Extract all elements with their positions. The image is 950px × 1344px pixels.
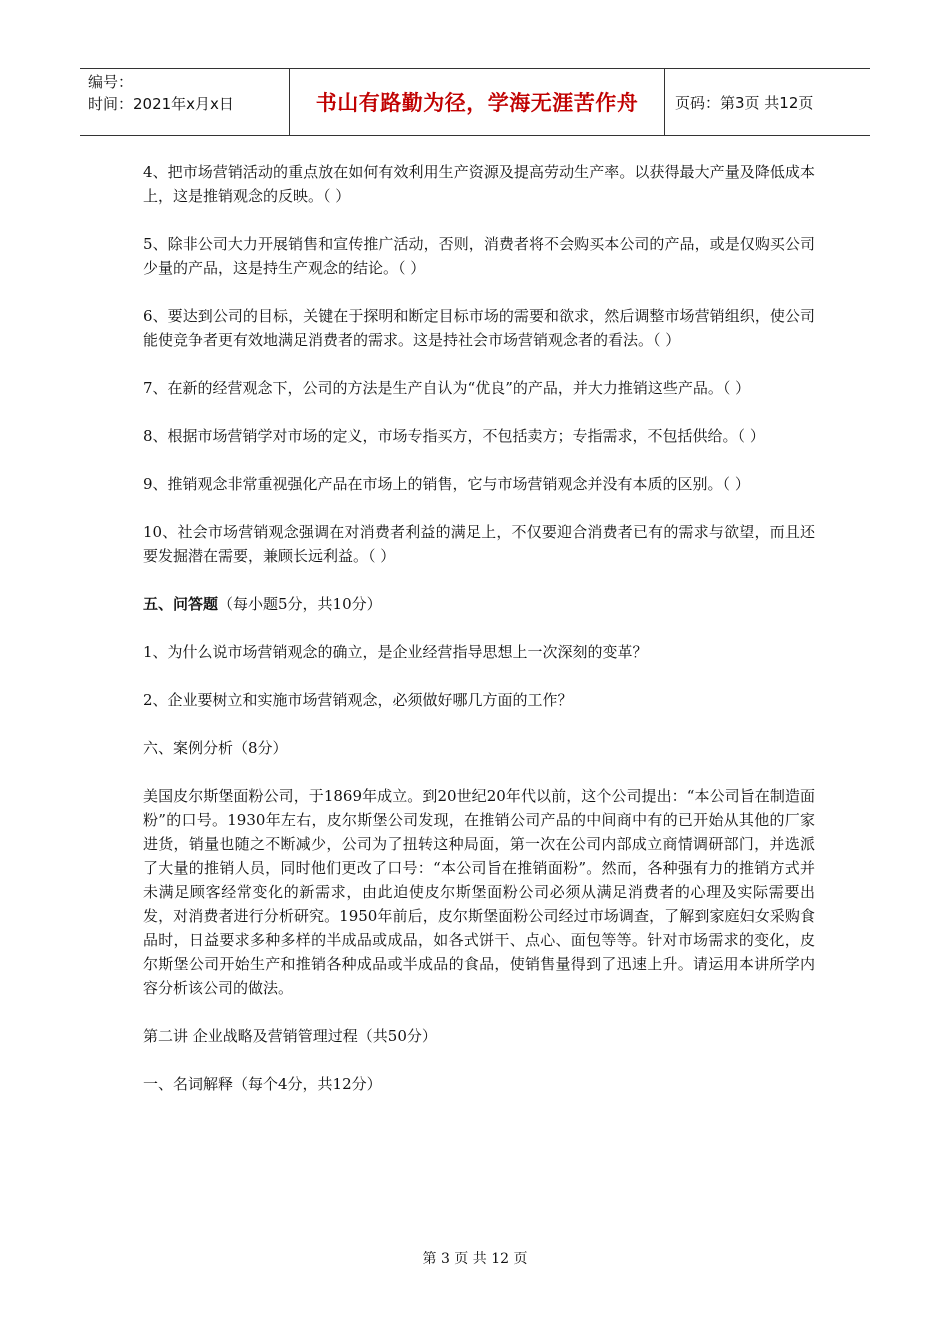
section-5-note: （每小题5分，共10分） xyxy=(218,595,382,613)
question-5: 5、除非公司大力开展销售和宣传推广活动，否则，消费者将不会购买本公司的产品，或是仅购买公司少量的产品，这是持生产观念的结论。（ ） xyxy=(143,235,815,277)
number-label: 编号： xyxy=(88,73,134,91)
header-motto-cell xyxy=(290,69,665,135)
header-page-cell xyxy=(665,69,870,135)
section-6-title: 六、案例分析（8分） xyxy=(143,739,288,757)
lecture-2-title: 第二讲 企业战略及营销管理过程（共50分） xyxy=(143,1027,437,1045)
lecture-2-sub: 一、名词解释（每个4分，共12分） xyxy=(143,1075,382,1093)
case-text: 美国皮尔斯堡面粉公司，于1869年成立。到20世纪20年代以前，这个公司提出：“本公司旨在制造面粉”的口号。1930年左右，皮尔斯堡公司发现，在推销公司产品的中间商中有的已开始从其他的厂家进货，销量也随之不断减少，公司为了扭转这种局面，第一次在公司内部成立商情调研部门，并选派了大量的推销人员，同时他们更改了口号：“本公司旨在推销面粉”。然而，各种强有力的推销方式并未满足顾客经常变化的新需求，由此迫使皮尔斯堡面粉公司必须从满足消费者的心理及实际需要出发，对消费者进行分析研究。1950年前后，皮尔斯堡面粉公司经过市场调查，了解到家庭妇女采购食品时，日益要求多种多样的半成品或成品，如各式饼干、点心、面包等等。针对市场需求的变化，皮尔斯堡公司开始生产和推销各种成品或半成品的食品，使销售量得到了迅速上升。请运用本讲所学内容分析该公司的做法。 xyxy=(143,787,815,997)
page-footer: 第 3 页 共 12 页 xyxy=(422,1251,528,1267)
question-4: 4、把市场营销活动的重点放在如何有效利用生产资源及提高劳动生产率。以获得最大产量及降低成本上，这是推销观念的反映。（ ） xyxy=(143,163,815,205)
question-8: 8、根据市场营销学对市场的定义，市场专指买方，不包括卖方；专指需求，不包括供给。（ ） xyxy=(143,427,765,445)
section-5-q1: 1、为什么说市场营销观念的确立，是企业经营指导思想上一次深刻的变革？ xyxy=(143,643,648,661)
question-7: 7、在新的经营观念下，公司的方法是生产自认为“优良”的产品，并大力推销这些产品。（ ） xyxy=(143,379,751,397)
section-5-q2: 2、企业要树立和实施市场营销观念，必须做好哪几方面的工作？ xyxy=(143,691,573,709)
header-meta xyxy=(80,69,290,135)
question-9: 9、推销观念非常重视强化产品在市场上的销售，它与市场营销观念并没有本质的区别。（ ） xyxy=(143,475,750,493)
document-body xyxy=(143,160,815,1120)
section-5-heading xyxy=(143,592,815,616)
page-header xyxy=(80,68,870,136)
section-5-title: 五、问答题 xyxy=(143,595,219,613)
header-motto: 书山有路勤为径，学海无涯苦作舟 xyxy=(315,91,639,115)
time-label: 时间：2021年x月x日 xyxy=(88,95,234,113)
header-page-label: 页码：第3页 共12页 xyxy=(675,93,814,112)
question-10: 10、社会市场营销观念强调在对消费者利益的满足上，不仅要迎合消费者已有的需求与欲望，而且还要发掘潜在需要，兼顾长远利益。（ ） xyxy=(143,523,815,565)
question-6: 6、要达到公司的目标，关键在于探明和断定目标市场的需要和欲求，然后调整市场营销组织，使公司能使竞争者更有效地满足消费者的需求。这是持社会市场营销观念者的看法。（ ） xyxy=(143,307,815,349)
